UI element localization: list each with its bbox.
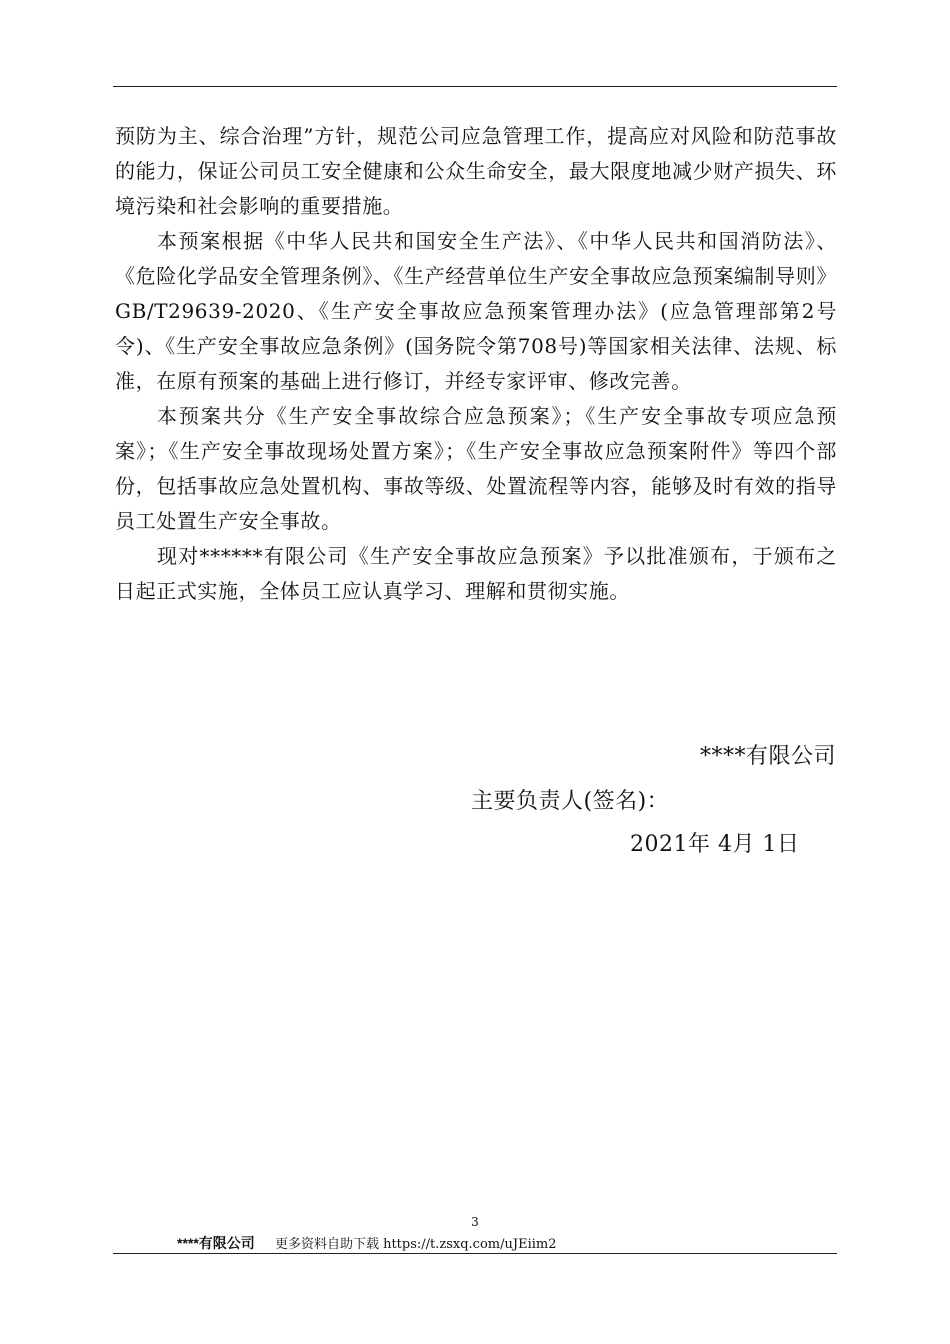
paragraph-4: 现对******有限公司《生产安全事故应急预案》予以批准颁布，于颁布之日起正式实施，全体员工应认真学习、理解和贯彻实施。 (115, 544, 837, 603)
page-number: 3 (471, 1215, 479, 1229)
footer-download-link[interactable]: 更多资料自助下载 https://t.zsxq.com/uJEiim2 (274, 1237, 557, 1252)
signature-company: ****有限公司 (699, 744, 836, 769)
footer-company: ****有限公司 (177, 1235, 255, 1251)
paragraph-3: 本预案共分《生产安全事故综合应急预案》；《生产安全事故专项应急预案》；《生产安全事故现场处置方案》；《生产安全事故应急预案附件》等四个部份，包括事故应急处置机构、事故等级、处置流程等内容，能够及时有效的指导员工处置生产安全事故。 (115, 404, 837, 533)
footer-rule (113, 1253, 837, 1254)
signature-date: 2021年 4月 1日 (630, 832, 800, 857)
paragraph-1: 预防为主、综合治理”方针，规范公司应急管理工作，提高应对风险和防范事故的能力，保证公司员工安全健康和公众生命安全，最大限度地减少财产损失、环境污染和社会影响的重要措施。 (115, 124, 837, 218)
paragraph-2: 本预案根据《中华人民共和国安全生产法》、《中华人民共和国消防法》、《危险化学品安全管理条例》、《生产经营单位生产安全事故应急预案编制导则》GB/T29639-2020、《生产安全事故应急预案管理办法》(应急管理部第2号令)、《生产安全事故应急条例》(国务院令第708号)等国家相关法律、法规、标准，在原有预案的基础上进行修订，并经专家评审、修改完善。 (115, 229, 837, 393)
header-rule (113, 86, 837, 87)
footer (177, 1233, 557, 1253)
document-body (115, 119, 837, 609)
signature-responsible-person: 主要负责人(签名)： (471, 789, 670, 814)
